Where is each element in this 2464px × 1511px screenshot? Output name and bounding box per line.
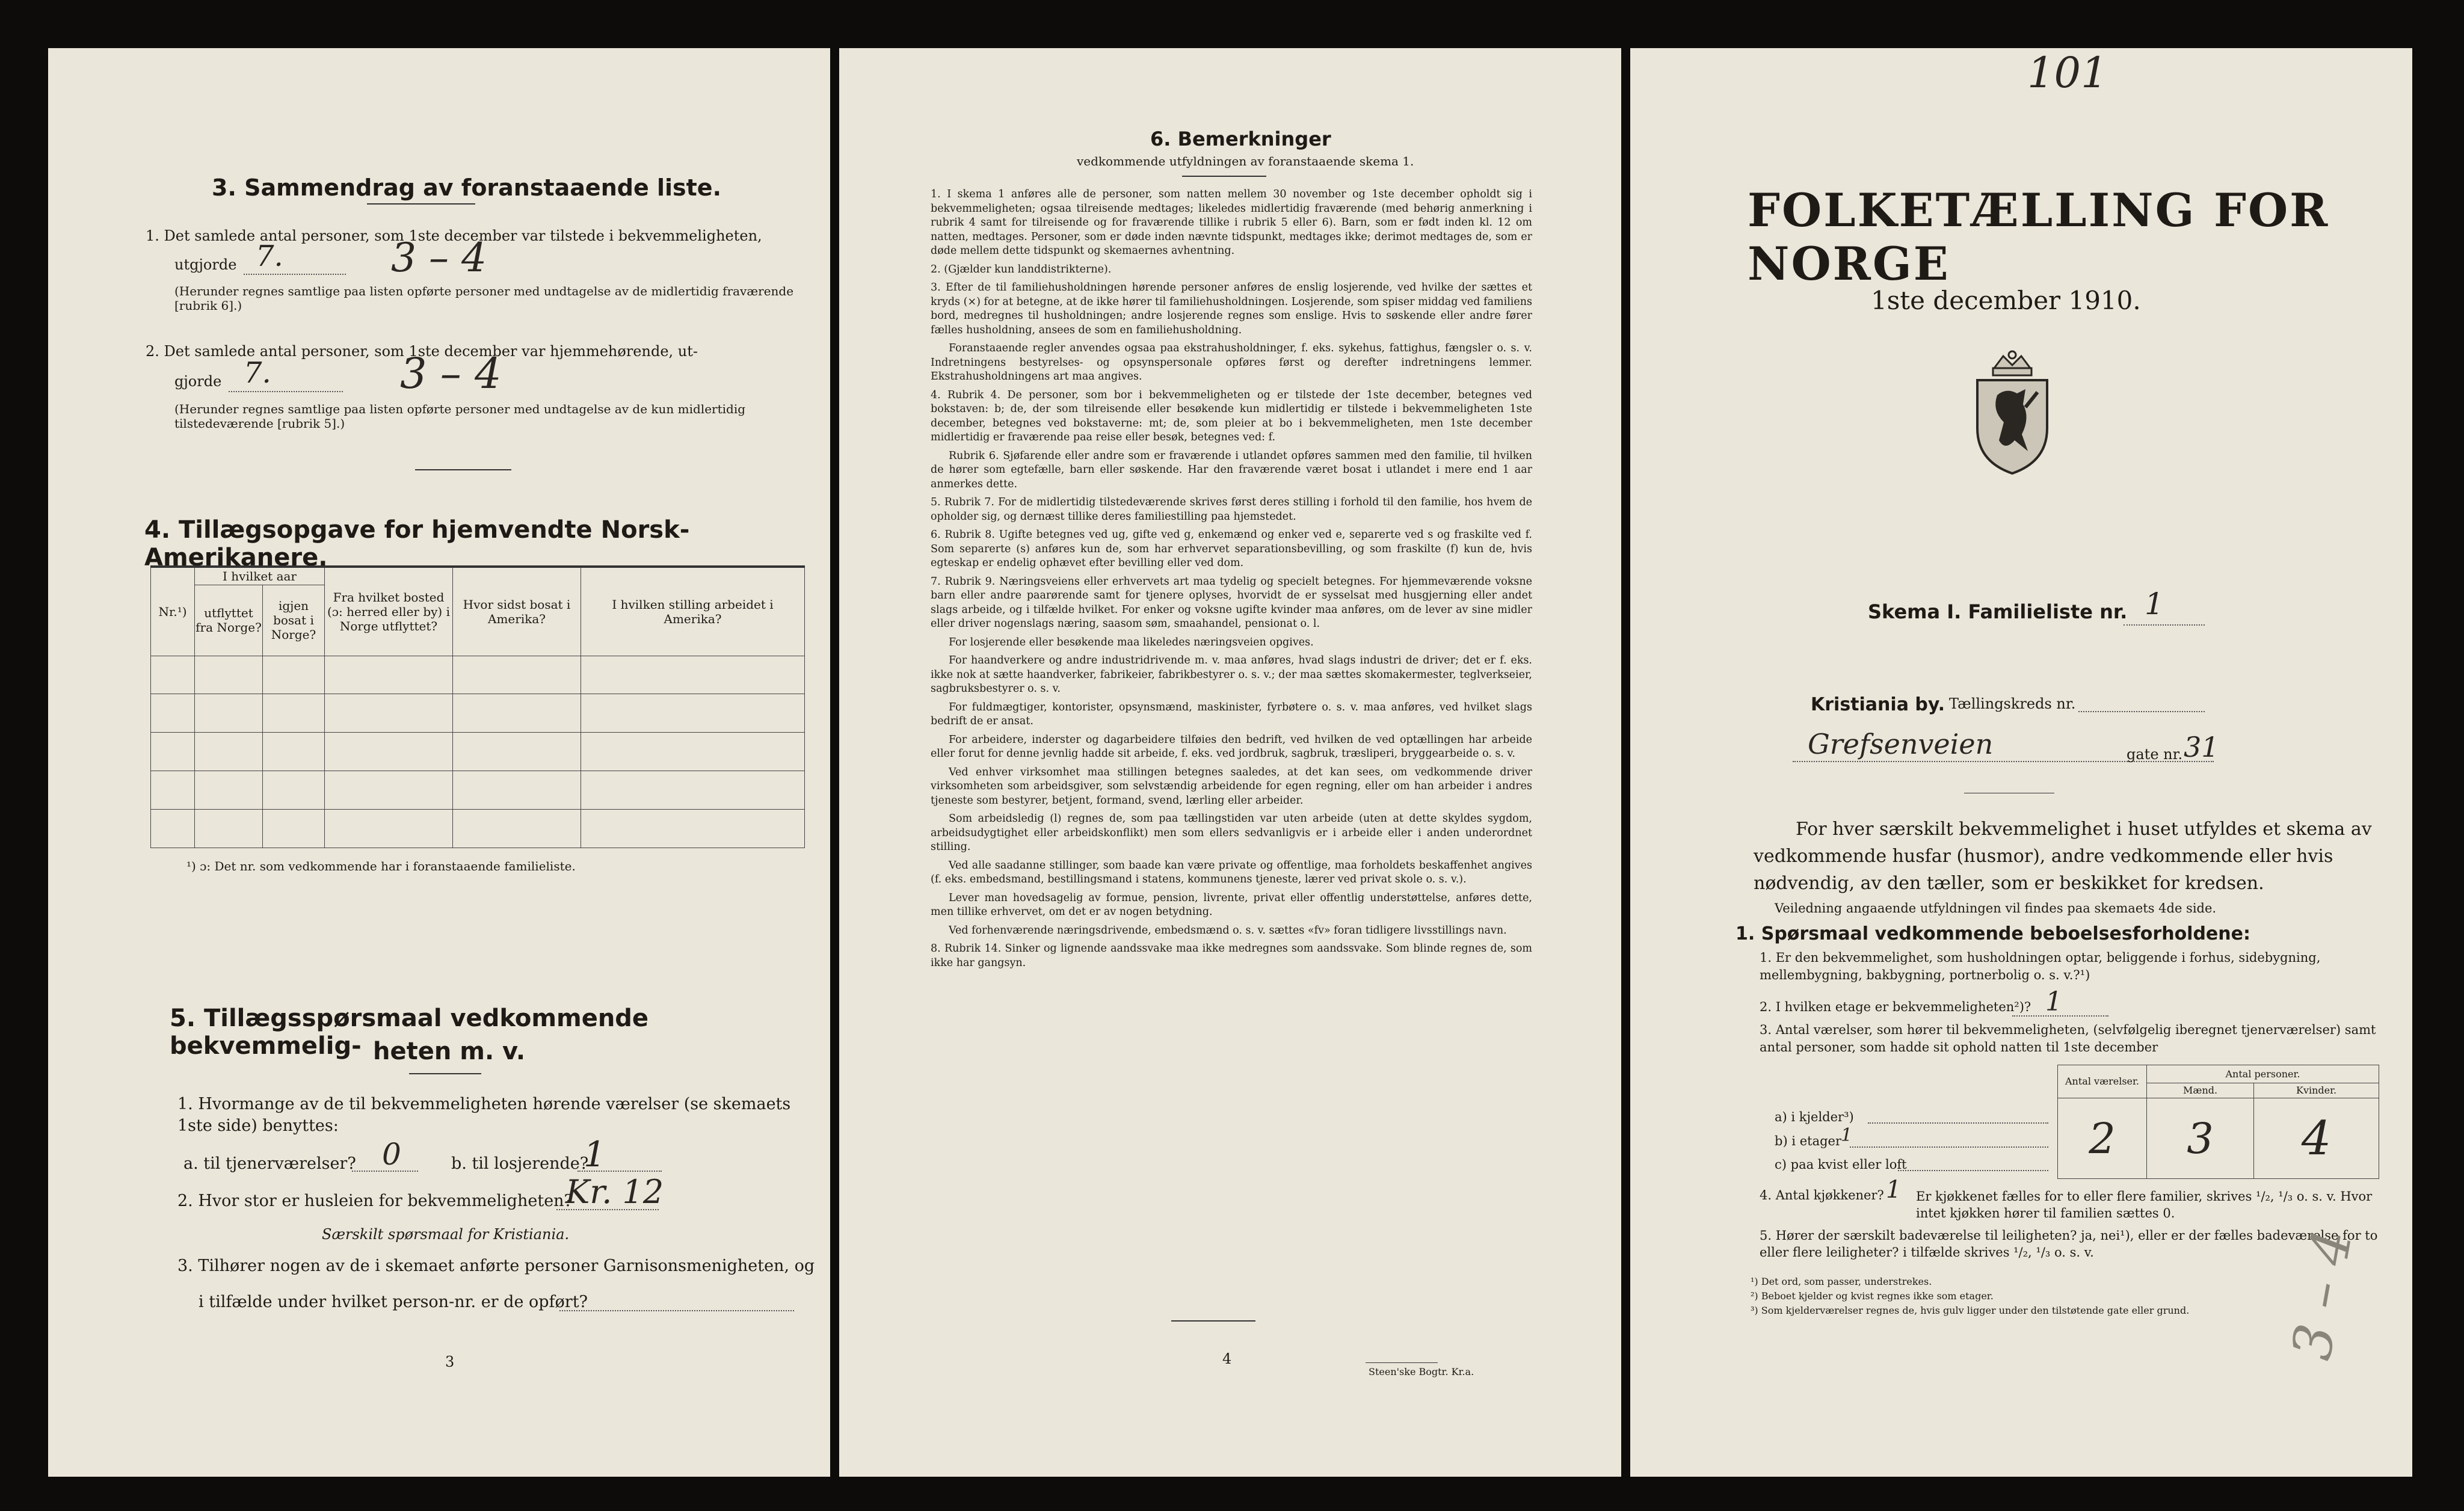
fill-line	[559, 1310, 794, 1311]
bemerkninger-subtitle: vedkommende utfyldningen av foranstaaende skema 1.	[1077, 154, 1414, 168]
remark-paragraph: Rubrik 6. Sjøfarende eller andre som er fraværende i utlandet opføres sammen med den familie, til hvilken de hører som egtefælle, barn eller søskende. Har den fraværende været bosat i utlandet i mere end 1 aar anmerkes dette.	[931, 449, 1532, 490]
table-row	[151, 694, 805, 733]
handwritten-number: 101	[2027, 48, 2108, 97]
col-year-group: I hvilket aar	[195, 567, 325, 585]
s3-item1: 1. Det samlede antal personer, som 1ste december var tilstede i bekvemmeligheten,	[146, 227, 762, 244]
s5-q1: 1. Hvormange av de til bekvemmeligheten hørende værelser (se skemaets 1ste side) benyttes:	[177, 1095, 791, 1135]
remark-paragraph: 7. Rubrik 9. Næringsveiens eller erhvervets art maa tydelig og specielt betegnes. For hjemmeværende voksne barn eller andre paarørende samt for tjenere oplyses, hvorvidt de er sysselsat med husgjerning eller andet slags arbeide, og i tilfælde hvilket. For enker og voksne ugifte kvinder maa anføres, om de lever av sine midler eller driver nogenslags næring, saasom søm, smaahandel, pensionat o. l.	[931, 575, 1532, 630]
remarks-list	[931, 188, 1532, 974]
page-left	[48, 48, 830, 1477]
fill-line	[556, 1209, 659, 1210]
s5-q1b-value[interactable]: 1	[584, 1134, 606, 1175]
fill-line	[229, 391, 343, 392]
s5-q3b: i tilfælde under hvilket person-nr. er de opført?	[199, 1293, 588, 1311]
page-number-4: 4	[1222, 1350, 1232, 1367]
remark-paragraph: Lever man hovedsagelig av formue, pension, livrente, privat eller offentlig understøttelse, anføres dette, men tillike erhvervet, om det er av nogen betydning.	[931, 891, 1532, 918]
taellingskreds-label: Tællingskreds nr.	[1949, 695, 2076, 712]
remark-paragraph: Ved forhenværende næringsdrivende, embedsmænd o. s. v. sættes «fv» foran tidligere livsstillings navn.	[949, 924, 1507, 937]
table-row	[151, 771, 805, 810]
col-women: Kvinder.	[2254, 1083, 2379, 1098]
remark-paragraph: 2. (Gjælder kun landdistrikterne).	[931, 263, 1112, 275]
footnote-2: ²) Beboet kjelder og kvist regnes ikke som etager.	[1751, 1290, 1994, 1302]
col-rooms: Antal værelser.	[2058, 1065, 2147, 1098]
remark-paragraph: 3. Efter de til familiehusholdningen hørende personer anføres de enslig losjerende, ved hvilke der sættes et kryds (×) for at betegne, at de ikke hører til familiehusholdningen. Losjerende, som spiser middag ved familiens bord, medregnes til husholdningen; andre losjerende regnes som enslige. Hvis to søskende eller andre fører fælles husholdning, ansees de som en familiehusholdning.	[931, 282, 1532, 336]
remark-paragraph: Foranstaaende regler anvendes ogsaa paa ekstrahusholdninger, f. eks. sykehus, fattighus, fængsler o. s. v. Indretningens bestyrelses- og opsynspersonale opføres først og derefter indretningens lemmer. Ekstrahusholdningens art maa angives.	[931, 342, 1532, 383]
fill-line	[1898, 1170, 2048, 1171]
remark-paragraph: For arbeidere, inderster og dagarbeidere tilføies den bedrift, ved hvilken de ved optællingen har arbeide eller forut for denne jevnlig hadde sit arbeide, f. eks. ved jordbruk, sagbruk, træsliperi, bryggearbeide o. s. v.	[931, 733, 1532, 760]
s5-q1a-value[interactable]: 0	[382, 1137, 401, 1172]
s3-item1-note: (Herunder regnes samtlige paa listen opførte personer med undtagelse av de midlertidig fraværende [rubrik 6].)	[174, 284, 794, 313]
col-persons: Antal personer.	[2147, 1065, 2379, 1083]
s5-q2: 2. Hvor stor er husleien for bekvemmeligheten?	[177, 1192, 573, 1210]
fill-line	[2124, 624, 2205, 626]
question-4-value[interactable]: 1	[1886, 1176, 1902, 1204]
s3-item1-handwritten[interactable]: 3 – 4	[391, 235, 487, 281]
coat-of-arms-icon	[1970, 350, 2054, 479]
gate-number[interactable]: 31	[2184, 731, 2219, 763]
census-title: FOLKETÆLLING FOR NORGE	[1748, 183, 2330, 291]
remark-paragraph: 6. Rubrik 8. Ugifte betegnes ved ug, gifte ved g, enkemænd og enker ved e, separerte ved s og fraskilte ved f. Som separerte (s) anføres kun de, som har erhvervet separationsbevilling, og som fraskilte (f) kun de, hvis egteskap er endelig ophævet efter bevilling eller ved dom.	[931, 529, 1532, 569]
page-right	[1630, 48, 2412, 1477]
footnote-1: ¹) Det ord, som passer, understrekes.	[1751, 1276, 1932, 1287]
row-a-label: a) i kjelder³)	[1775, 1110, 1854, 1124]
footnote-3: ³) Som kjelderværelser regnes de, hvis gulv ligger under den tilstøtende gate eller grund.	[1751, 1305, 2190, 1316]
remark-paragraph: 4. Rubrik 4. De personer, som bor i bekvemmeligheten og er tilstede der 1ste december, betegnes ved bokstaven: b; de, der som tilreisende eller besøkende kun midlertidig er tilstede i bekvemmeligheten 1ste december, betegnes ved bokstaverne: mt; de, som pleier at bo i bekvemmeligheten, men 1ste december midlertidig er fraværende paa reise eller besøk, betegnes ved: f.	[931, 389, 1532, 443]
fill-line	[1850, 1146, 2048, 1148]
s3-item1-value: 7.	[256, 239, 283, 273]
s3-item2-handwritten[interactable]: 3 – 4	[400, 349, 502, 398]
s3-item2-lead: gjorde	[174, 373, 222, 390]
col-men: Mænd.	[2147, 1083, 2254, 1098]
col-nr: Nr.¹)	[151, 567, 195, 656]
question-1: 1. Er den bekvemmelighet, som husholdningen optar, beliggende i forhus, sidebygning, mellembygning, bakbygning, portnerbolig o. s. v.?¹)	[1760, 950, 2321, 982]
s5-q1b: b. til losjerende?	[451, 1154, 589, 1173]
fill-line	[1868, 1122, 2048, 1124]
col-where: Hvor sidst bosat i Amerika?	[453, 567, 581, 656]
printer-mark: Steen'ske Bogtr. Kr.a.	[1369, 1366, 1474, 1377]
row-b-value[interactable]: 1	[1841, 1125, 1853, 1146]
table-row	[151, 810, 805, 848]
fill-line	[578, 1171, 662, 1172]
men-value[interactable]: 3	[2147, 1098, 2254, 1179]
remark-paragraph: Som arbeidsledig (l) regnes de, som paa tællingstiden var uten arbeide (uten at dette skyldes sygdom, arbeidsudygtighet eller arbeidskonflikt) men som ellers sedvanligvis er i arbeide eller i anden underordnet stilling.	[931, 813, 1532, 853]
col-back: igjen bosat i Norge?	[263, 585, 325, 656]
row-b-label: b) i etager	[1775, 1134, 1841, 1148]
question-4-rest: Er kjøkkenet fælles for to eller flere familier, skrives ¹/₂, ¹/₃ o. s. v. Hvor intet kjøkken hører til familien sættes 0.	[1916, 1189, 2373, 1220]
section-3-title: 3. Sammendrag av foranstaaende liste.	[212, 174, 722, 201]
fill-line	[2078, 711, 2205, 712]
table-row	[151, 733, 805, 771]
s3-item1-lead: utgjorde	[174, 256, 237, 273]
divider	[1171, 1320, 1255, 1322]
rooms-value[interactable]: 2	[2058, 1098, 2147, 1179]
question-2: 2. I hvilken etage er bekvemmeligheten²)?	[1760, 1000, 2031, 1014]
s5-q1a: a. til tjenerværelser?	[183, 1154, 356, 1173]
row-c-label: c) paa kvist eller loft	[1775, 1157, 1907, 1172]
remark-paragraph: For fuldmægtiger, kontorister, opsynsmænd, maskinister, fyrbøtere o. s. v. maa anføres, ved hvilket slags bedrift de er ansat.	[931, 701, 1532, 727]
intro-text: For hver særskilt bekvemmelighet i huset utfyldes et skema av vedkommende husfar (husmor), andre vedkommende eller hvis nødvendig, av den tæller, som er beskikket for kredsen.	[1754, 819, 2372, 894]
s5-special: Særskilt spørsmaal for Kristiania.	[322, 1226, 570, 1243]
remark-paragraph: 8. Rubrik 14. Sinker og lignende aandssvake maa ikke medregnes som aandssvake. Som blinde regnes de, som ikke har gangsyn.	[931, 943, 1532, 969]
remark-paragraph: Ved alle saadanne stillinger, som baade kan være private og offentlige, maa forholdets beskaffenhet angives (f. eks. embedsmand, bestillingsmand i statens, kommunens tjeneste, lærer ved privat skole o. s. v.).	[931, 859, 1532, 885]
bemerkninger-title: 6. Bemerkninger	[1150, 128, 1331, 150]
schema-label: Skema I. Familieliste nr.	[1868, 600, 2128, 623]
col-place: Fra hvilket bosted (ɔ: herred eller by) i Norge utflyttet?	[325, 567, 453, 656]
page-number-3: 3	[445, 1353, 455, 1370]
question-2-value[interactable]: 1	[2045, 986, 2062, 1017]
s5-q2-value[interactable]: Kr. 12	[565, 1173, 664, 1211]
col-job: I hvilken stilling arbeidet i Amerika?	[581, 567, 805, 656]
women-value[interactable]: 4	[2254, 1098, 2379, 1179]
table-row	[151, 656, 805, 694]
section-5-title-line2: heten m. v.	[373, 1038, 526, 1065]
remark-paragraph: 1. I skema 1 anføres alle de personer, som natten mellem 30 november og 1ste december opholdt sig i bekvemmeligheten; ogsaa tilreisende medtages; likeledes midlertidig fraværende (med behørig anmerkning i rubrik 4 samt for tilreisende og for fraværende tillike i rubrik 5 eller 6). Barn, som er født inden kl. 12 om natten, medtages. Personer, som er døde inden nævnte tidspunkt, medtages ikke; derimot medtages de, som er døde mellem dette tidspunkt og skemaernes avhentning.	[931, 188, 1532, 257]
gate-label: gate nr.	[2127, 746, 2183, 763]
margin-handwriting: 3 – 4	[2280, 1225, 2365, 1365]
remark-paragraph: 5. Rubrik 7. For de midlertidig tilstedeværende skrives først deres stilling i forhold til den familie, hos hvem de opholder sig, og dernæst tillike deres familiestilling paa hjemstedet.	[931, 496, 1532, 523]
city-label: Kristiania by.	[1811, 694, 1945, 715]
persons-table	[2057, 1065, 2379, 1179]
fill-line	[2012, 1015, 2108, 1017]
street-handwritten[interactable]: Grefsenveien	[1808, 728, 1994, 760]
question-5: 5. Hører der særskilt badeværelse til leiligheten? ja, nei¹), eller er der fælles badeværelse for to eller flere leiligheter? i tilfælde skrives ¹/₂, ¹/₃ o. s. v.	[1760, 1228, 2378, 1260]
section-4-title: 4. Tillægsopgave for hjemvendte Norsk-Amerikanere.	[144, 516, 690, 571]
s5-q3: 3. Tilhører nogen av de i skemaet anførte personer Garnisonsmenigheten, og	[177, 1257, 815, 1275]
s3-item2: 2. Det samlede antal personer, som 1ste december var hjemmehørende, ut-	[146, 343, 698, 360]
remark-paragraph: For losjerende eller besøkende maa likeledes næringsveien opgives.	[949, 636, 1314, 648]
divider	[409, 1073, 481, 1074]
remark-paragraph: For haandverkere og andre industridrivende m. v. maa anføres, hvad slags industri de driver; det er f. eks. ikke nok at sætte haandverker, fabrikeier, fabrikbestyrer o. s. v.; der maa sættes skomakermester, teglverkseier, sagbruksbestyrer o. s. v.	[931, 654, 1532, 695]
questions-title: 1. Spørsmaal vedkommende beboelsesforholdene:	[1736, 923, 2250, 944]
col-emig: utflyttet fra Norge?	[195, 585, 263, 656]
fill-line	[352, 1171, 418, 1172]
divider	[1366, 1362, 1438, 1363]
question-4: 4. Antal kjøkkener?	[1760, 1188, 1884, 1202]
schema-number[interactable]: 1	[2145, 586, 2164, 621]
divider	[415, 469, 511, 470]
s3-item2-note: (Herunder regnes samtlige paa listen opførte personer med undtagelse av de kun midlertidig tilstedeværende [rubrik 5].)	[174, 402, 746, 431]
question-3: 3. Antal værelser, som hører til bekvemmeligheten, (selvfølgelig iberegnet tjenerværelser) samt antal personer, som hadde sit ophold natten til 1ste december	[1760, 1023, 2376, 1054]
census-date: 1ste december 1910.	[1871, 286, 2141, 315]
guide-text: Veiledning angaaende utfyldningen vil findes paa skemaets 4de side.	[1775, 901, 2217, 916]
page-middle	[839, 48, 1621, 1477]
remark-paragraph: Ved enhver virksomhet maa stillingen betegnes saaledes, at det kan sees, om vedkommende driver virksomheten som arbeidsgiver, som selvstændig arbeidende for egen regning, eller om han arbeider i andres tjeneste som bestyrer, betjent, formand, svend, lærling eller arbeider.	[931, 766, 1532, 807]
divider	[1182, 176, 1266, 177]
s3-item2-value: 7.	[244, 356, 271, 390]
norsk-amerikanere-table	[150, 565, 805, 848]
fill-line	[244, 274, 346, 275]
divider	[367, 203, 475, 205]
section-5-title: 5. Tillægsspørsmaal vedkommende bekvemmelig-	[170, 1005, 649, 1060]
s4-footnote: ¹) ɔ: Det nr. som vedkommende har i foranstaaende familieliste.	[186, 859, 576, 873]
